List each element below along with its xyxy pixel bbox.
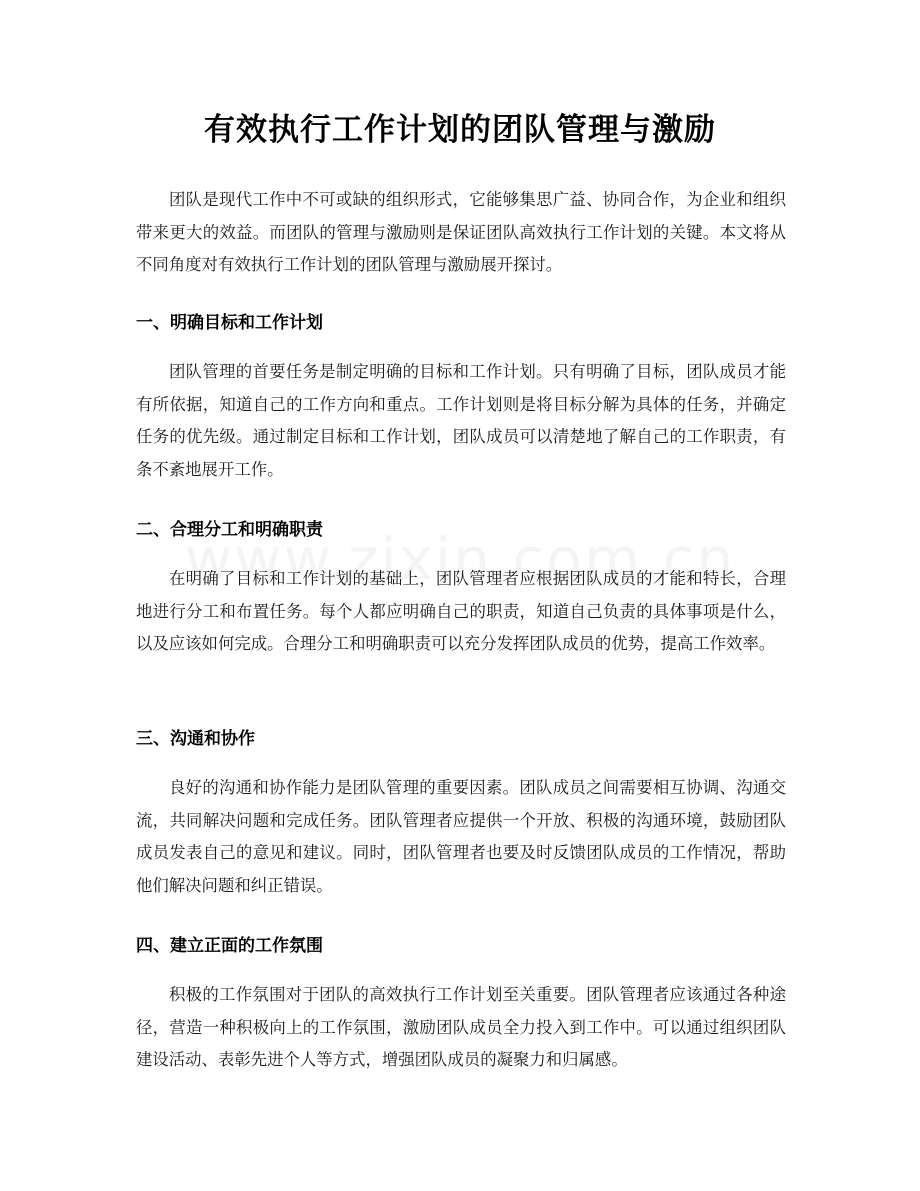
section-2-body: 在明确了目标和工作计划的基础上，团队管理者应根据团队成员的才能和特长，合理地进行分工和布置任务。每个人都应明确自己的职责，知道自己负责的具体事项是什么，以及应该如何完成。合理分工和明确职责可以充分发挥团队成员的优势，提高工作效率。 — [136, 569, 786, 653]
section-1-heading: 一、明确目标和工作计划 — [136, 313, 323, 333]
section-2-heading: 二、合理分工和明确职责 — [136, 520, 323, 540]
intro-paragraph: 团队是现代工作中不可或缺的组织形式，它能够集思广益、协同合作，为企业和组织带来更大的效益。而团队的管理与激励则是保证团队高效执行工作计划的关键。本文将从不同角度对有效执行工作计划的团队管理与激励展开探讨。 — [136, 190, 786, 274]
section-3-heading: 三、沟通和协作 — [136, 729, 255, 749]
section-3-body: 良好的沟通和协作能力是团队管理的重要因素。团队成员之间需要相互协调、沟通交流，共同解决问题和完成任务。团队管理者应提供一个开放、积极的沟通环境，鼓励团队成员发表自己的意见和建议。同时，团队管理者也要及时反馈团队成员的工作情况，帮助他们解决问题和纠正错误。 — [136, 778, 786, 895]
document-title: 有效执行工作计划的团队管理与激励 — [204, 112, 716, 148]
section-4-body: 积极的工作氛围对于团队的高效执行工作计划至关重要。团队管理者应该通过各种途径，营造一种积极向上的工作氛围，激励团队成员全力投入到工作中。可以通过组织团队建设活动、表彰先进个人等方式，增强团队成员的凝聚力和归属感。 — [136, 985, 786, 1069]
section-1-body: 团队管理的首要任务是制定明确的目标和工作计划。只有明确了目标，团队成员才能有所依据，知道自己的工作方向和重点。工作计划则是将目标分解为具体的任务，并确定任务的优先级。通过制定目标和工作计划，团队成员可以清楚地了解自己的工作职责，有条不紊地展开工作。 — [136, 362, 786, 479]
section-4-heading: 四、建立正面的工作氛围 — [136, 936, 323, 956]
